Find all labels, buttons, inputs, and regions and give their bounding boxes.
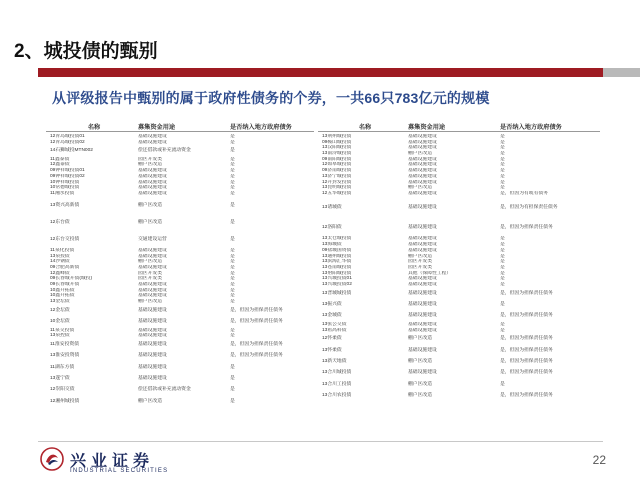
gov-debt-cell: 是 bbox=[230, 387, 235, 393]
table-row bbox=[46, 231, 314, 248]
fund-use-cell: 棚户区改造 bbox=[408, 253, 432, 259]
fund-use-cell: 基础设施建设 bbox=[408, 321, 437, 327]
gov-debt-cell: 是，但因为担保责任债务 bbox=[230, 319, 283, 325]
table-row bbox=[318, 379, 600, 390]
table-row bbox=[46, 396, 314, 407]
bond-name-cell: 13通州城投债 bbox=[322, 253, 352, 259]
gov-debt-cell: 是 bbox=[500, 236, 505, 242]
bond-name-cell: 13兴城投债01 bbox=[322, 276, 352, 282]
fund-use-cell: 基础设施建设 bbox=[408, 204, 437, 210]
bond-name-cell: 09济南城投债 bbox=[322, 168, 352, 174]
gov-debt-cell: 是，但因为担保责任债务 bbox=[500, 313, 553, 319]
fund-use-cell: 基础设施建设 bbox=[408, 225, 437, 231]
bond-table-right bbox=[318, 121, 600, 402]
table-row bbox=[318, 219, 600, 236]
table-header bbox=[318, 121, 600, 132]
fund-use-cell: 基础设施建设 bbox=[408, 190, 437, 196]
bond-name-cell: 13荆州城投债 bbox=[322, 134, 352, 139]
gov-debt-cell: 是 bbox=[230, 190, 235, 196]
bond-name-cell: 13振兴债 bbox=[322, 302, 342, 308]
gov-debt-cell: 是 bbox=[500, 162, 505, 168]
bond-name-cell: 12洛阳债 bbox=[322, 225, 342, 231]
gov-debt-cell: 是 bbox=[230, 162, 235, 168]
bond-name-cell: 13淮安投资债 bbox=[50, 353, 80, 359]
fund-use-cell: 基础设施建设 bbox=[408, 276, 437, 282]
fund-use-cell: 基础设施建设 bbox=[138, 253, 167, 259]
bond-name-cell: 12青岛城投债02 bbox=[50, 139, 85, 145]
fund-use-cell: 基础设施建设 bbox=[138, 287, 167, 293]
table-row bbox=[46, 339, 314, 350]
gov-debt-cell: 是 bbox=[500, 327, 505, 333]
gov-debt-cell: 是 bbox=[230, 276, 235, 282]
fund-use-cell: 棚户区改造 bbox=[408, 336, 432, 342]
fund-use-cell: 基础设施建设 bbox=[408, 242, 437, 248]
gov-debt-cell: 是 bbox=[500, 321, 505, 327]
page-subtitle: 从评级报告中甄别的属于政府性债务的个券，一共66只783亿元的规模 bbox=[52, 90, 490, 106]
fund-use-cell: 基础设施建设 bbox=[408, 327, 437, 333]
gov-debt-cell: 是，但因为担保责任债务 bbox=[500, 336, 553, 342]
gov-debt-cell: 是 bbox=[230, 247, 235, 253]
gov-debt-cell: 是 bbox=[500, 242, 505, 248]
fund-use-cell: 基础设施建设 bbox=[138, 293, 167, 299]
logo-chinese-name: 兴业证券 bbox=[70, 451, 155, 470]
bond-name-cell: 13济宁城投债 bbox=[322, 173, 352, 179]
fund-use-cell: 棚户区改造 bbox=[408, 151, 432, 157]
table-row bbox=[46, 362, 314, 373]
gov-debt-cell: 是 bbox=[500, 179, 505, 185]
fund-use-cell: 基础设施建设 bbox=[138, 333, 167, 339]
gov-debt-cell: 是 bbox=[230, 299, 235, 305]
bond-name-cell: 10常德城投债 bbox=[50, 185, 80, 191]
gov-debt-cell: 是 bbox=[230, 173, 235, 179]
gov-debt-cell: 是 bbox=[500, 247, 505, 253]
bond-name-cell: 12金坛债 bbox=[50, 307, 70, 313]
table-row bbox=[46, 384, 314, 395]
fund-use-cell: 基础设施建设 bbox=[408, 179, 437, 185]
table-header bbox=[46, 121, 314, 132]
fund-use-cell: 基础设施建设 bbox=[408, 162, 437, 168]
table-row bbox=[46, 305, 314, 316]
fund-use-cell: 园区开发类 bbox=[138, 156, 162, 162]
bond-name-cell: 09盐城国资债 bbox=[322, 247, 352, 253]
fund-use-cell: 交通建设运营 bbox=[138, 236, 167, 242]
gov-debt-cell: 是，但因为担保责任债务 bbox=[230, 307, 283, 313]
fund-use-cell: 基础设施建设 bbox=[408, 156, 437, 162]
fund-use-cell: 基础设施建设 bbox=[138, 134, 167, 139]
fund-use-cell: 棚户区改造 bbox=[408, 393, 432, 399]
gov-debt-cell: 是 bbox=[230, 134, 235, 139]
fund-use-cell: 基础设施建设 bbox=[138, 247, 167, 253]
fund-use-cell: 基础设施建设 bbox=[138, 179, 167, 185]
bond-name-cell: 10金坛债 bbox=[50, 319, 70, 325]
table-row bbox=[318, 356, 600, 367]
fund-use-cell: 园区开发类 bbox=[138, 276, 162, 282]
footer-divider bbox=[38, 441, 603, 442]
bond-name-cell: 12东台债 bbox=[50, 219, 70, 225]
table-row bbox=[46, 145, 314, 156]
table-row bbox=[318, 345, 600, 356]
fund-use-cell: 棚户区改造 bbox=[138, 398, 162, 404]
bond-name-cell: 11泉化投债 bbox=[50, 247, 75, 253]
title-underline-bar bbox=[38, 68, 603, 77]
table-row bbox=[318, 299, 600, 310]
fund-use-cell: 偿还借款或补充流动资金 bbox=[138, 387, 191, 393]
bond-name-cell: 11湘水投债 bbox=[50, 190, 75, 196]
fund-use-cell: 基础设施建设 bbox=[408, 173, 437, 179]
bond-name-cell: 13海城债 bbox=[322, 242, 342, 248]
page-title: 2、城投债的甄别 bbox=[14, 41, 158, 62]
gov-debt-cell: 是，但因为有担保责任债务 bbox=[500, 204, 558, 210]
fund-use-cell: 基础设施建设 bbox=[138, 281, 167, 287]
bond-name-cell: 12鑫泰债 bbox=[50, 162, 70, 168]
table-body-left bbox=[46, 134, 314, 407]
gov-debt-cell: 是 bbox=[230, 364, 235, 370]
bond-name-cell: 09鞍山城投债 bbox=[322, 139, 352, 145]
gov-debt-cell: 是，但因为担保责任债务 bbox=[500, 290, 553, 296]
logo-english-name: INDUSTRIAL SECURITIES bbox=[70, 468, 169, 474]
gov-debt-cell: 是 bbox=[500, 139, 505, 145]
table-row bbox=[46, 197, 314, 214]
fund-use-cell: 基础设施建设 bbox=[408, 313, 437, 319]
bond-name-cell: 11湖东方债 bbox=[50, 364, 75, 370]
table-row bbox=[318, 367, 600, 378]
fund-use-cell: 基础设施建设 bbox=[408, 247, 437, 253]
fund-use-cell: 基础设施建设 bbox=[138, 319, 167, 325]
bond-name-cell: 13南浔城投债 bbox=[322, 151, 352, 157]
fund-use-cell: 基础设施建设 bbox=[138, 185, 167, 191]
bond-name-cell: 12青岛城投债01 bbox=[50, 134, 85, 139]
gov-debt-cell: 是 bbox=[230, 259, 235, 265]
fund-use-cell: 基础设施建设 bbox=[408, 302, 437, 308]
gov-debt-cell: 是 bbox=[230, 327, 235, 333]
bond-name-cell: 13希高科债 bbox=[322, 327, 347, 333]
table-row bbox=[46, 350, 314, 361]
bond-name-cell: 13合川工投债 bbox=[322, 381, 352, 387]
bond-name-cell: 13诸城债 bbox=[322, 204, 342, 210]
bond-name-cell: 09钟祥城投债02 bbox=[50, 173, 85, 179]
gov-debt-cell: 是，但因为担保责任债务 bbox=[500, 393, 553, 399]
fund-use-cell: 基础设施建设 bbox=[408, 281, 437, 287]
bond-name-cell: 09长春城开债(城投) bbox=[50, 276, 93, 282]
fund-use-cell: 基础设施建设 bbox=[138, 307, 167, 313]
bond-name-cell: 13汉阳城投债 bbox=[322, 145, 352, 151]
fund-use-cell: 园区开发类 bbox=[408, 259, 432, 265]
gov-debt-cell: 是 bbox=[500, 281, 505, 287]
fund-use-cell: 基础设施建设 bbox=[408, 290, 437, 296]
gov-debt-cell: 是 bbox=[230, 333, 235, 339]
company-logo bbox=[40, 447, 170, 477]
bond-name-cell: 13太仓城投债 bbox=[322, 236, 352, 242]
gov-debt-cell: 是 bbox=[500, 253, 505, 259]
table-row bbox=[46, 373, 314, 384]
gov-debt-cell: 是 bbox=[230, 281, 235, 287]
bond-name-cell: 09合肥高新债 bbox=[50, 264, 80, 270]
gov-debt-cell: 是，但因为担保责任债务 bbox=[500, 358, 553, 364]
bond-name-cell: 12东台交投债 bbox=[50, 236, 80, 242]
gov-debt-cell: 是 bbox=[230, 148, 235, 154]
table-row bbox=[318, 333, 600, 344]
gov-debt-cell: 是 bbox=[230, 156, 235, 162]
bond-name-cell: 14沙钢债 bbox=[50, 259, 70, 265]
gov-debt-cell: 是 bbox=[230, 287, 235, 293]
fund-use-cell: 其他（保障性工程） bbox=[408, 270, 452, 276]
bond-name-cell: 13资兴高新债 bbox=[50, 202, 80, 208]
bond-name-cell: 13遂宁债 bbox=[50, 376, 70, 382]
gov-debt-cell: 是 bbox=[500, 276, 505, 282]
fund-use-cell: 基础设施建设 bbox=[138, 139, 167, 145]
bond-name-cell: 13晋城城投债 bbox=[322, 290, 352, 296]
bond-name-cell: 12鑫峰债 bbox=[50, 270, 70, 276]
bond-name-cell: 13昆明城投债 bbox=[322, 185, 352, 191]
gov-debt-cell: 是，但因为担保责任债务 bbox=[500, 347, 553, 353]
gov-debt-cell: 是，但因为有或有债务 bbox=[500, 190, 548, 196]
fund-use-cell: 棚户区改造 bbox=[138, 202, 162, 208]
bond-name-cell: 10鑫开拓债 bbox=[50, 287, 75, 293]
fund-use-cell: 基础设施建设 bbox=[138, 173, 167, 179]
bond-name-cell: 12五华城投债 bbox=[322, 190, 352, 196]
bond-name-cell: 09南阳城投债 bbox=[322, 156, 352, 162]
fund-use-cell: 园区开发类 bbox=[138, 270, 162, 276]
bond-name-cell: 12怀柔债 bbox=[322, 336, 342, 342]
fund-use-cell: 棚户区改造 bbox=[408, 185, 432, 191]
bond-name-cell: 13合川农投债 bbox=[322, 393, 352, 399]
bond-name-cell: 09钟祥城投债01 bbox=[50, 168, 85, 174]
header-use: 募集资金用途 bbox=[408, 124, 446, 131]
gov-debt-cell: 是 bbox=[500, 156, 505, 162]
gov-debt-cell: 是 bbox=[500, 270, 505, 276]
gov-debt-cell: 是 bbox=[500, 168, 505, 174]
bond-name-cell: 10钟祥城投债 bbox=[50, 179, 80, 185]
page-number: 22 bbox=[592, 453, 606, 467]
bond-name-cell: 11鑫泰债 bbox=[50, 156, 70, 162]
fund-use-cell: 基础设施建设 bbox=[138, 327, 167, 333]
bond-table-left bbox=[46, 121, 314, 407]
header-name: 名称 bbox=[87, 124, 101, 131]
gov-debt-cell: 是，但因为担保责任债务 bbox=[500, 370, 553, 376]
fund-use-cell: 棚户区改造 bbox=[408, 381, 432, 387]
table-row bbox=[318, 390, 600, 401]
fund-use-cell: 棚户区改造 bbox=[138, 259, 162, 265]
fund-use-cell: 基础设施建设 bbox=[408, 139, 437, 145]
fund-use-cell: 基础设施建设 bbox=[138, 376, 167, 382]
gov-debt-cell: 是 bbox=[500, 145, 505, 151]
fund-use-cell: 棚户区改造 bbox=[138, 219, 162, 225]
bond-name-cell: 12湘州城投债 bbox=[50, 398, 80, 404]
bond-name-cell: 13苍南城投债 bbox=[322, 264, 352, 270]
table-body-right bbox=[318, 134, 600, 402]
bond-name-cell: 13张公交债 bbox=[322, 321, 347, 327]
gov-debt-cell: 是 bbox=[500, 134, 505, 139]
fund-use-cell: 棚户区改造 bbox=[138, 299, 162, 305]
gov-debt-cell: 是 bbox=[230, 376, 235, 382]
header-use: 募集资金用途 bbox=[138, 124, 176, 131]
gov-debt-cell: 是 bbox=[500, 185, 505, 191]
gov-debt-cell: 是 bbox=[230, 168, 235, 174]
fund-use-cell: 基础设施建设 bbox=[408, 236, 437, 242]
bond-name-cell: 11淮安投资债 bbox=[50, 341, 79, 347]
gov-debt-cell: 是 bbox=[230, 202, 235, 208]
bond-name-cell: 13射阳城投债 bbox=[322, 270, 352, 276]
bond-name-cell: 12崇阳交债 bbox=[50, 387, 75, 393]
table-row bbox=[46, 316, 314, 327]
header-debt: 是否纳入地方政府债务 bbox=[230, 124, 292, 131]
gov-debt-cell: 是，但因为担保责任债务 bbox=[230, 341, 283, 347]
bond-name-cell: 09长春城开债 bbox=[50, 281, 80, 287]
fund-use-cell: 基础设施建设 bbox=[138, 353, 167, 359]
bond-name-cell: 13滨海汇华债 bbox=[322, 259, 352, 265]
fund-use-cell: 基础设施建设 bbox=[138, 341, 167, 347]
table-row bbox=[46, 214, 314, 231]
gov-debt-cell: 是 bbox=[230, 264, 235, 270]
fund-use-cell: 基础设施建设 bbox=[408, 370, 437, 376]
gov-debt-cell: 是 bbox=[500, 381, 505, 387]
bond-name-cell: 13金城债 bbox=[322, 313, 342, 319]
gov-debt-cell: 是 bbox=[230, 139, 235, 145]
gov-debt-cell: 是 bbox=[500, 173, 505, 179]
gov-debt-cell: 是，但因为担保责任债务 bbox=[230, 353, 283, 359]
title-underline-gray bbox=[603, 68, 640, 77]
bond-name-cell: 13合川城投债 bbox=[322, 370, 352, 376]
bond-name-cell: 13泉投债 bbox=[50, 253, 70, 259]
gov-debt-cell: 是 bbox=[500, 151, 505, 157]
fund-use-cell: 园区开发类 bbox=[408, 264, 432, 270]
bond-name-cell: 13兴城投债02 bbox=[322, 281, 352, 287]
bond-name-cell: 13新天地债 bbox=[322, 358, 347, 364]
gov-debt-cell: 是 bbox=[230, 236, 235, 242]
bond-name-cell: 12开封发投债 bbox=[322, 179, 352, 185]
gov-debt-cell: 是 bbox=[230, 185, 235, 191]
gov-debt-cell: 是 bbox=[230, 179, 235, 185]
table-row bbox=[318, 197, 600, 220]
gov-debt-cell: 是 bbox=[500, 259, 505, 265]
header-name: 名称 bbox=[358, 124, 372, 131]
logo-emblem-icon bbox=[40, 447, 64, 471]
bond-name-cell: 13泉控债 bbox=[50, 333, 70, 339]
gov-debt-cell: 是 bbox=[500, 302, 505, 308]
fund-use-cell: 基础设施建设 bbox=[408, 145, 437, 151]
bond-name-cell: 10鑫开拓债 bbox=[50, 293, 75, 299]
fund-use-cell: 基础设施建设 bbox=[138, 364, 167, 370]
gov-debt-cell: 是 bbox=[230, 293, 235, 299]
bond-name-cell: 13怀柔债 bbox=[322, 347, 342, 353]
fund-use-cell: 棚户区改造 bbox=[408, 358, 432, 364]
table-row bbox=[318, 288, 600, 299]
gov-debt-cell: 是 bbox=[500, 264, 505, 270]
fund-use-cell: 偿还借款或补充流动资金 bbox=[138, 148, 191, 154]
fund-use-cell: 棚户区改造 bbox=[138, 162, 162, 168]
gov-debt-cell: 是 bbox=[230, 253, 235, 259]
bond-name-cell: 13金坛债 bbox=[50, 299, 70, 305]
fund-use-cell: 基础设施建设 bbox=[408, 134, 437, 139]
bond-name-cell: 14石狮城投MTN002 bbox=[50, 148, 93, 154]
gov-debt-cell: 是 bbox=[230, 398, 235, 404]
fund-use-cell: 基础设施建设 bbox=[138, 168, 167, 174]
gov-debt-cell: 是 bbox=[230, 270, 235, 276]
fund-use-cell: 基础设施建设 bbox=[138, 190, 167, 196]
header-debt: 是否纳入地方政府债务 bbox=[500, 124, 562, 131]
fund-use-cell: 基础设施建设 bbox=[408, 168, 437, 174]
fund-use-cell: 基础设施建设 bbox=[138, 264, 167, 270]
table-row bbox=[318, 310, 600, 321]
fund-use-cell: 基础设施建设 bbox=[408, 347, 437, 353]
gov-debt-cell: 是，但因为担保责任债务 bbox=[500, 225, 553, 231]
bond-name-cell: 12如皋城投债 bbox=[322, 162, 352, 168]
bond-name-cell: 11泉交投债 bbox=[50, 327, 75, 333]
gov-debt-cell: 是 bbox=[230, 219, 235, 225]
